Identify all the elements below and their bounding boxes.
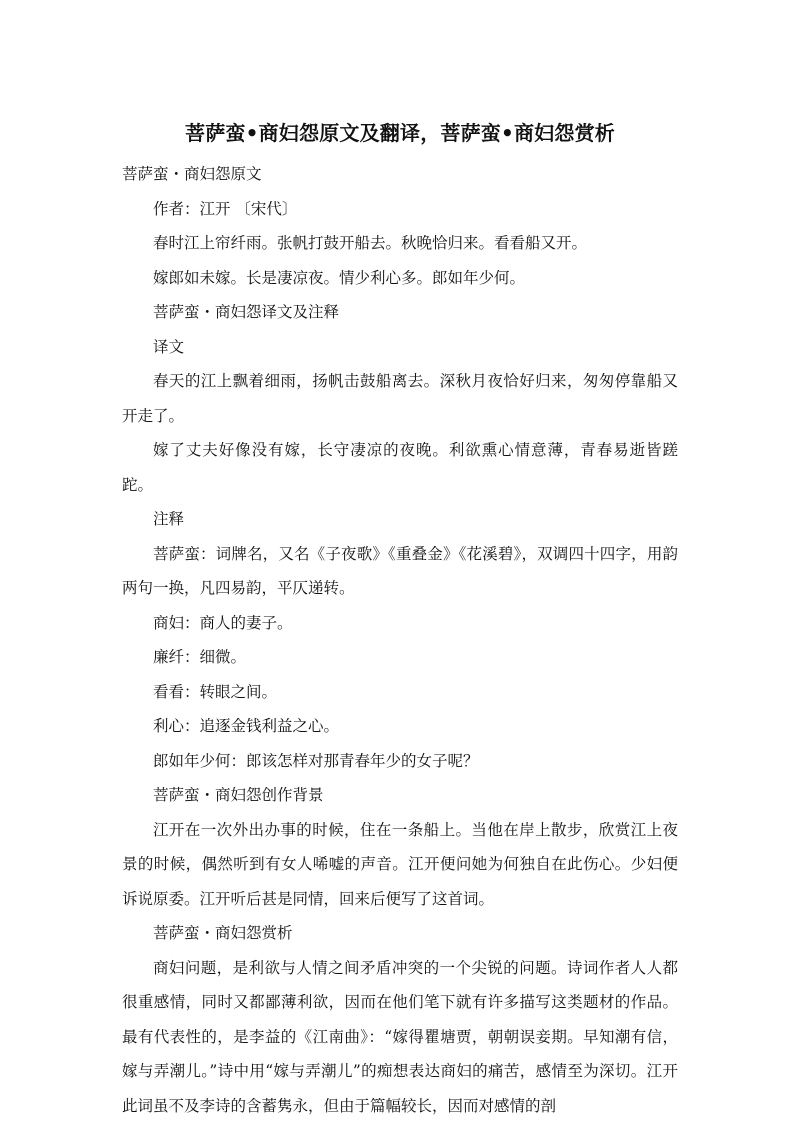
poem-line-1: 春时江上帘纤雨。张帆打鼓开船去。秋晚恰归来。看看船又开。 bbox=[153, 234, 588, 252]
section-heading-original: 菩萨蛮・商妇怨原文 bbox=[122, 165, 262, 183]
section-heading-translation: 菩萨蛮・商妇怨译文及注释 bbox=[153, 303, 340, 321]
subheading-notes: 注释 bbox=[153, 510, 185, 528]
note-item: 利心：追逐金钱利益之心。 bbox=[153, 717, 340, 735]
note-item: 廉纤：细微。 bbox=[153, 648, 247, 666]
note-item: 看看：转眼之间。 bbox=[153, 682, 278, 701]
section-heading-background: 菩萨蛮・商妇怨创作背景 bbox=[153, 786, 324, 804]
translation-paragraph-2: 嫁了丈夫好像没有嫁，长守凄凉的夜晚。利欲熏心情意薄，青春易逝皆蹉跎。 bbox=[122, 441, 678, 494]
section-heading-appreciation: 菩萨蛮・商妇怨赏析 bbox=[153, 924, 293, 942]
translation-paragraph-1: 春天的江上飘着细雨，扬帆击鼓船离去。深秋月夜恰好归来，匆匆停靠船又开走了。 bbox=[122, 372, 678, 425]
note-item: 郎如年少何：郎该怎样对那青春年少的女子呢？ bbox=[153, 751, 479, 770]
document-title: 菩萨蛮•商妇怨原文及翻译，菩萨蛮•商妇怨赏析 bbox=[185, 121, 615, 145]
poem-line-2: 嫁郎如未嫁。长是凄凉夜。情少利心多。郎如年少何。 bbox=[153, 268, 526, 287]
note-item: 菩萨蛮：词牌名，又名《子夜歌》《重叠金》《花溪碧》，双调四十四字，用韵两句一换，凡四易韵，平仄递转。 bbox=[122, 544, 678, 597]
author-line: 作者：江开 〔宋代〕 bbox=[153, 199, 298, 218]
appreciation-paragraph: 商妇问题，是利欲与人情之间矛盾冲突的一个尖锐的问题。诗词作者人人都很重感情，同时又都鄙薄利欲，因而在他们笔下就有许多描写这类题材的作品。最有代表性的，是李益的《江南曲》：“嫁得瞿塘贾，朝朝误妾期。早知潮有信，嫁与弄潮儿。”诗中用“嫁与弄潮儿”的痴想表达商妇的痛苦，感情至为深切。江开此词虽不及李诗的含蓄隽永，但由于篇幅较长，因而对感情的剖 bbox=[122, 958, 678, 1115]
subheading-translation: 译文 bbox=[153, 337, 185, 356]
document-body bbox=[122, 157, 678, 1123]
note-item: 商妇：商人的妻子。 bbox=[153, 613, 293, 632]
background-paragraph: 江开在一次外出办事的时候，住在一条船上。当他在岸上散步，欣赏江上夜景的时候，偶然听到有女人唏嘘的声音。江开便问她为何独自在此伤心。少妇便诉说原委。江开听后甚是同情，回来后便写了这首词。 bbox=[122, 820, 678, 908]
